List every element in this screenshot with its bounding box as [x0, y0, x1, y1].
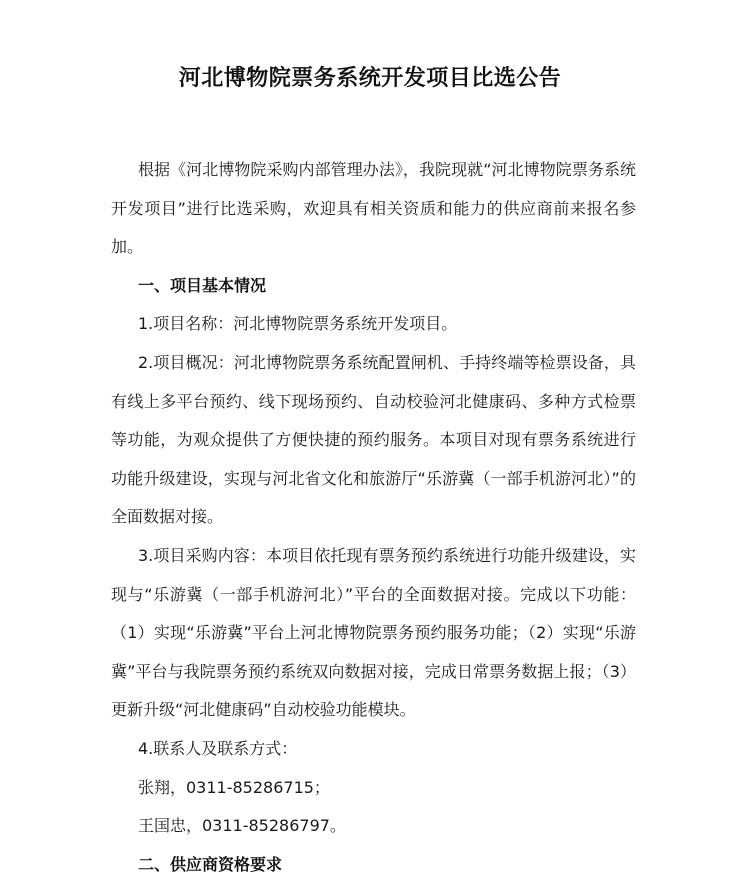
contact-heading-paragraph: 4.联系人及联系方式：	[138, 738, 298, 758]
contact-zhang-xiang: 张翔，0311-85286715；	[138, 777, 330, 797]
project-overview-paragraph: 2.项目概况：河北博物院票务系统配置闸机、手持终端等检票设备，具有线上多平台预约、线下现场预约、自动校验河北健康码、多种方式检票等功能，为观众提供了方便快捷的预约服务。本项目对现有票务系统进行功能升级建设，实现与河北省文化和旅游厅“乐游冀（一部手机游河北）”的全面数据对接。	[111, 352, 636, 527]
procurement-content-paragraph: 3.项目采购内容：本项目依托现有票务预约系统进行功能升级建设，实现与“乐游冀（一部手机游河北）”平台的全面数据对接。完成以下功能：（1）实现“乐游冀”平台上河北博物院票务预约服务功能；（2）实现“乐游冀”平台与我院票务预约系统双向数据对接，完成日常票务数据上报；（3）更新升级“河北健康码”自动校验功能模块。	[111, 545, 636, 720]
contact-wang-guozhong: 王国忠，0311-85286797。	[138, 816, 346, 836]
section-heading-basic-info: 一、项目基本情况	[138, 275, 267, 295]
document-body	[111, 151, 636, 884]
intro-paragraph: 根据《河北博物院采购内部管理办法》，我院现就“河北博物院票务系统开发项目”进行比选采购，欢迎具有相关资质和能力的供应商前来报名参加。	[111, 160, 636, 257]
document-title: 河北博物院票务系统开发项目比选公告	[178, 66, 562, 91]
project-name-paragraph: 1.项目名称：河北博物院票务系统开发项目。	[138, 314, 458, 334]
section-heading-supplier-qualification: 二、供应商资格要求	[138, 854, 283, 874]
